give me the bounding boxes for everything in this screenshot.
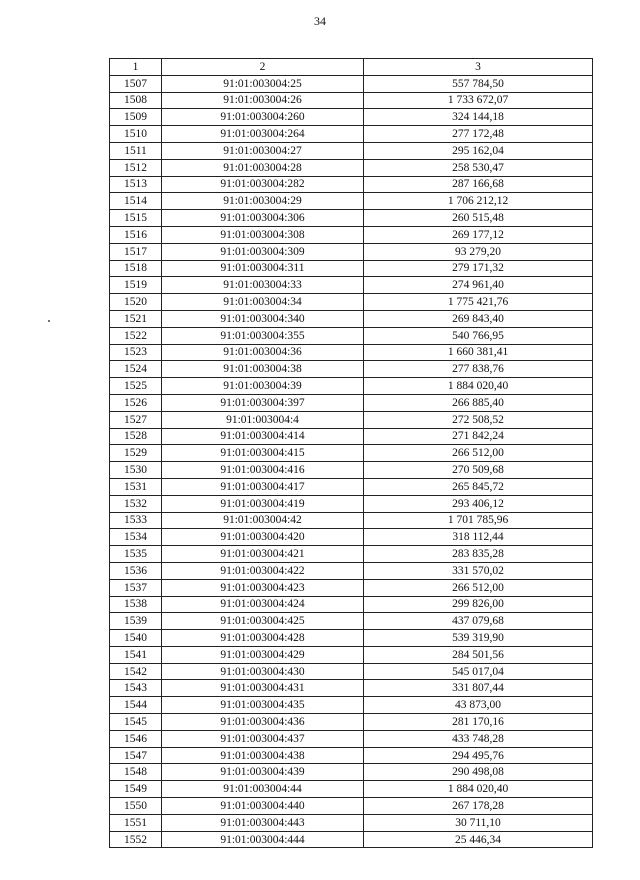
row-number-cell: 1523: [110, 344, 162, 361]
row-number-cell: 1537: [110, 579, 162, 596]
cadastral-number-cell: 91:01:003004:425: [162, 613, 364, 630]
cadastral-number-cell: 91:01:003004:264: [162, 126, 364, 143]
table-row: [110, 142, 593, 159]
cadastral-value-cell: 271 842,24: [364, 428, 593, 445]
row-number-cell: 1517: [110, 243, 162, 260]
row-number-cell: 1550: [110, 798, 162, 815]
cadastral-value-cell: 277 172,48: [364, 126, 593, 143]
table-row: [110, 462, 593, 479]
cadastral-value-cell: 258 530,47: [364, 159, 593, 176]
table-row: [110, 512, 593, 529]
table-row: [110, 764, 593, 781]
cadastral-value-cell: 281 170,16: [364, 714, 593, 731]
row-number-cell: 1529: [110, 445, 162, 462]
table-body: [110, 75, 593, 848]
cadastral-value-cell: 299 826,00: [364, 596, 593, 613]
scan-speck: [48, 320, 50, 322]
cadastral-value-cell: 293 406,12: [364, 495, 593, 512]
table-row: [110, 243, 593, 260]
table-row: [110, 445, 593, 462]
table-row: [110, 680, 593, 697]
cadastral-value-cell: 331 807,44: [364, 680, 593, 697]
cadastral-value-cell: 274 961,40: [364, 277, 593, 294]
cadastral-number-cell: 91:01:003004:42: [162, 512, 364, 529]
row-number-cell: 1552: [110, 831, 162, 848]
cadastral-value-cell: 437 079,68: [364, 613, 593, 630]
cadastral-value-cell: 324 144,18: [364, 109, 593, 126]
cadastral-value-cell: 295 162,04: [364, 142, 593, 159]
table-row: [110, 562, 593, 579]
cadastral-number-cell: 91:01:003004:443: [162, 814, 364, 831]
cadastral-number-cell: 91:01:003004:27: [162, 142, 364, 159]
row-number-cell: 1514: [110, 193, 162, 210]
cadastral-value-cell: 1 660 381,41: [364, 344, 593, 361]
table-row: [110, 327, 593, 344]
table-row: [110, 613, 593, 630]
cadastral-value-cell: 266 885,40: [364, 394, 593, 411]
column-header-value: 3: [364, 59, 593, 76]
table-row: [110, 478, 593, 495]
cadastral-value-cell: 1 701 785,96: [364, 512, 593, 529]
cadastral-value-cell: 270 509,68: [364, 462, 593, 479]
cadastral-number-cell: 91:01:003004:415: [162, 445, 364, 462]
cadastral-number-cell: 91:01:003004:306: [162, 210, 364, 227]
cadastral-number-cell: 91:01:003004:25: [162, 75, 364, 92]
cadastral-value-cell: 25 446,34: [364, 831, 593, 848]
cadastral-value-cell: 331 570,02: [364, 562, 593, 579]
row-number-cell: 1531: [110, 478, 162, 495]
table-row: [110, 663, 593, 680]
cadastral-number-cell: 91:01:003004:422: [162, 562, 364, 579]
table-row: [110, 747, 593, 764]
row-number-cell: 1542: [110, 663, 162, 680]
cadastral-value-cell: 43 873,00: [364, 697, 593, 714]
row-number-cell: 1533: [110, 512, 162, 529]
cadastral-value-cell: 318 112,44: [364, 529, 593, 546]
row-number-cell: 1526: [110, 394, 162, 411]
cadastral-value-cell: 267 178,28: [364, 798, 593, 815]
row-number-cell: 1551: [110, 814, 162, 831]
cadastral-value-cell: 294 495,76: [364, 747, 593, 764]
table-row: [110, 630, 593, 647]
row-number-cell: 1543: [110, 680, 162, 697]
table-row: [110, 394, 593, 411]
table-row: [110, 193, 593, 210]
cadastral-number-cell: 91:01:003004:39: [162, 378, 364, 395]
cadastral-number-cell: 91:01:003004:29: [162, 193, 364, 210]
cadastral-number-cell: 91:01:003004:38: [162, 361, 364, 378]
cadastral-value-cell: 283 835,28: [364, 546, 593, 563]
cadastral-value-table: [109, 58, 593, 848]
row-number-cell: 1510: [110, 126, 162, 143]
cadastral-number-cell: 91:01:003004:34: [162, 294, 364, 311]
table-row: [110, 176, 593, 193]
cadastral-value-cell: 290 498,08: [364, 764, 593, 781]
cadastral-value-cell: 545 017,04: [364, 663, 593, 680]
cadastral-value-cell: 269 843,40: [364, 310, 593, 327]
page-number: 34: [314, 14, 326, 28]
table-row: [110, 730, 593, 747]
cadastral-value-cell: 1 884 020,40: [364, 378, 593, 395]
table-row: [110, 546, 593, 563]
cadastral-number-cell: 91:01:003004:260: [162, 109, 364, 126]
cadastral-number-cell: 91:01:003004:308: [162, 226, 364, 243]
cadastral-number-cell: 91:01:003004:416: [162, 462, 364, 479]
cadastral-value-cell: 279 171,32: [364, 260, 593, 277]
row-number-cell: 1512: [110, 159, 162, 176]
row-number-cell: 1522: [110, 327, 162, 344]
cadastral-value-cell: 1 733 672,07: [364, 92, 593, 109]
cadastral-value-cell: 277 838,76: [364, 361, 593, 378]
row-number-cell: 1538: [110, 596, 162, 613]
row-number-cell: 1519: [110, 277, 162, 294]
row-number-cell: 1535: [110, 546, 162, 563]
cadastral-value-cell: 272 508,52: [364, 411, 593, 428]
cadastral-number-cell: 91:01:003004:311: [162, 260, 364, 277]
row-number-cell: 1513: [110, 176, 162, 193]
row-number-cell: 1545: [110, 714, 162, 731]
row-number-cell: 1511: [110, 142, 162, 159]
row-number-cell: 1509: [110, 109, 162, 126]
table-row: [110, 210, 593, 227]
cadastral-value-cell: 557 784,50: [364, 75, 593, 92]
cadastral-number-cell: 91:01:003004:436: [162, 714, 364, 731]
cadastral-number-cell: 91:01:003004:414: [162, 428, 364, 445]
row-number-cell: 1539: [110, 613, 162, 630]
row-number-cell: 1515: [110, 210, 162, 227]
cadastral-value-cell: 540 766,95: [364, 327, 593, 344]
column-header-cadastral-number: 2: [162, 59, 364, 76]
table-row: [110, 814, 593, 831]
cadastral-value-cell: 260 515,48: [364, 210, 593, 227]
cadastral-value-cell: 1 884 020,40: [364, 781, 593, 798]
cadastral-number-cell: 91:01:003004:340: [162, 310, 364, 327]
row-number-cell: 1525: [110, 378, 162, 395]
table-row: [110, 428, 593, 445]
cadastral-number-cell: 91:01:003004:355: [162, 327, 364, 344]
table-row: [110, 92, 593, 109]
table-row: [110, 697, 593, 714]
cadastral-number-cell: 91:01:003004:419: [162, 495, 364, 512]
table-row: [110, 75, 593, 92]
row-number-cell: 1544: [110, 697, 162, 714]
row-number-cell: 1546: [110, 730, 162, 747]
row-number-cell: 1549: [110, 781, 162, 798]
table-header-row: [110, 59, 593, 76]
table-row: [110, 361, 593, 378]
cadastral-number-cell: 91:01:003004:309: [162, 243, 364, 260]
cadastral-value-cell: 539 319,90: [364, 630, 593, 647]
cadastral-value-cell: 1 706 212,12: [364, 193, 593, 210]
row-number-cell: 1532: [110, 495, 162, 512]
table-row: [110, 277, 593, 294]
cadastral-number-cell: 91:01:003004:431: [162, 680, 364, 697]
cadastral-number-cell: 91:01:003004:435: [162, 697, 364, 714]
cadastral-number-cell: 91:01:003004:423: [162, 579, 364, 596]
row-number-cell: 1540: [110, 630, 162, 647]
table-row: [110, 226, 593, 243]
cadastral-value-cell: 1 775 421,76: [364, 294, 593, 311]
cadastral-value-cell: 266 512,00: [364, 445, 593, 462]
row-number-cell: 1516: [110, 226, 162, 243]
table-row: [110, 798, 593, 815]
cadastral-value-cell: 284 501,56: [364, 646, 593, 663]
cadastral-number-cell: 91:01:003004:44: [162, 781, 364, 798]
cadastral-number-cell: 91:01:003004:440: [162, 798, 364, 815]
table-row: [110, 159, 593, 176]
cadastral-number-cell: 91:01:003004:438: [162, 747, 364, 764]
table-row: [110, 646, 593, 663]
row-number-cell: 1508: [110, 92, 162, 109]
cadastral-number-cell: 91:01:003004:28: [162, 159, 364, 176]
row-number-cell: 1534: [110, 529, 162, 546]
table-row: [110, 260, 593, 277]
cadastral-number-cell: 91:01:003004:26: [162, 92, 364, 109]
table-row: [110, 596, 593, 613]
cadastral-value-cell: 30 711,10: [364, 814, 593, 831]
cadastral-number-cell: 91:01:003004:36: [162, 344, 364, 361]
cadastral-number-cell: 91:01:003004:444: [162, 831, 364, 848]
cadastral-number-cell: 91:01:003004:417: [162, 478, 364, 495]
table-row: [110, 714, 593, 731]
cadastral-number-cell: 91:01:003004:439: [162, 764, 364, 781]
table-row: [110, 831, 593, 848]
row-number-cell: 1547: [110, 747, 162, 764]
table-row: [110, 344, 593, 361]
cadastral-number-cell: 91:01:003004:33: [162, 277, 364, 294]
row-number-cell: 1527: [110, 411, 162, 428]
row-number-cell: 1541: [110, 646, 162, 663]
cadastral-value-cell: 433 748,28: [364, 730, 593, 747]
row-number-cell: 1524: [110, 361, 162, 378]
table-row: [110, 411, 593, 428]
cadastral-number-cell: 91:01:003004:4: [162, 411, 364, 428]
cadastral-value-cell: 265 845,72: [364, 478, 593, 495]
table-row: [110, 109, 593, 126]
row-number-cell: 1520: [110, 294, 162, 311]
cadastral-number-cell: 91:01:003004:437: [162, 730, 364, 747]
row-number-cell: 1528: [110, 428, 162, 445]
cadastral-number-cell: 91:01:003004:420: [162, 529, 364, 546]
cadastral-number-cell: 91:01:003004:429: [162, 646, 364, 663]
cadastral-number-cell: 91:01:003004:428: [162, 630, 364, 647]
table-row: [110, 310, 593, 327]
table-row: [110, 529, 593, 546]
row-number-cell: 1507: [110, 75, 162, 92]
table-row: [110, 126, 593, 143]
cadastral-value-cell: 93 279,20: [364, 243, 593, 260]
cadastral-value-cell: 266 512,00: [364, 579, 593, 596]
table-row: [110, 378, 593, 395]
cadastral-number-cell: 91:01:003004:430: [162, 663, 364, 680]
cadastral-value-cell: 287 166,68: [364, 176, 593, 193]
cadastral-number-cell: 91:01:003004:282: [162, 176, 364, 193]
cadastral-number-cell: 91:01:003004:421: [162, 546, 364, 563]
table-row: [110, 579, 593, 596]
table-row: [110, 781, 593, 798]
cadastral-number-cell: 91:01:003004:424: [162, 596, 364, 613]
row-number-cell: 1536: [110, 562, 162, 579]
row-number-cell: 1521: [110, 310, 162, 327]
cadastral-value-cell: 269 177,12: [364, 226, 593, 243]
row-number-cell: 1518: [110, 260, 162, 277]
table-row: [110, 495, 593, 512]
table-row: [110, 294, 593, 311]
row-number-cell: 1548: [110, 764, 162, 781]
row-number-cell: 1530: [110, 462, 162, 479]
cadastral-number-cell: 91:01:003004:397: [162, 394, 364, 411]
column-header-number: 1: [110, 59, 162, 76]
